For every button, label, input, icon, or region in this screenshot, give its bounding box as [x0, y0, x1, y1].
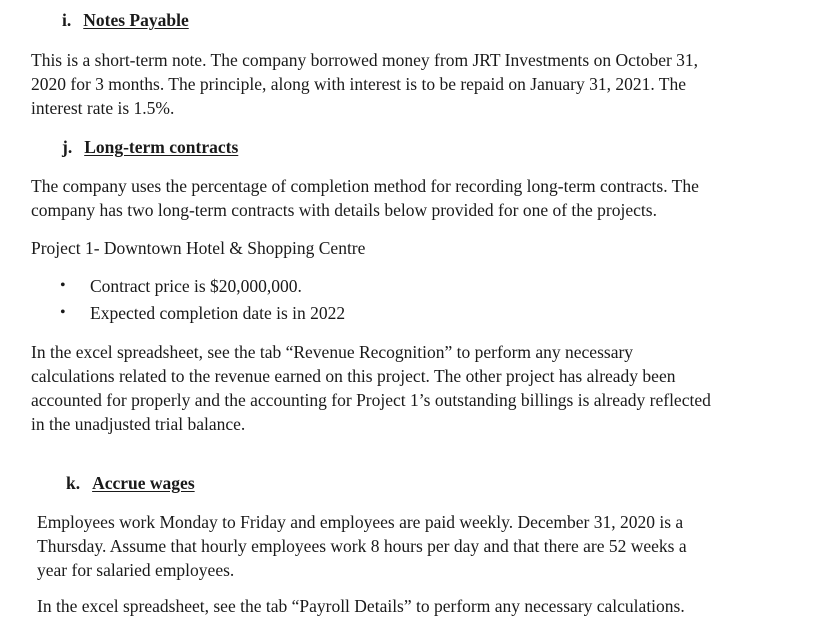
paragraph-line: This is a short-term note. The company borrowed money from JRT Investments on October 31, — [31, 50, 699, 70]
paragraph-line: company has two long-term contracts with details below provided for one of the projects. — [31, 200, 657, 220]
paragraph-line: The company uses the percentage of completion method for recording long-term contracts. The — [31, 176, 699, 196]
project-title-text: Project 1- Downtown Hotel & Shopping Centre — [31, 238, 366, 258]
heading-notes-payable — [62, 10, 189, 31]
paragraph-line: In the excel spreadsheet, see the tab “Revenue Recognition” to perform any necessary — [31, 342, 634, 362]
paragraph-line: calculations related to the revenue earned on this project. The other project has already been — [31, 366, 676, 386]
payroll-details-paragraph — [37, 594, 685, 618]
revenue-recognition-paragraph — [31, 340, 711, 436]
accrue-wages-paragraph — [37, 510, 687, 582]
heading-title: Long-term contracts — [84, 137, 239, 157]
paragraph-line: interest rate is 1.5%. — [31, 98, 175, 118]
heading-letter: j. — [62, 137, 73, 157]
paragraph-line: 2020 for 3 months. The principle, along with interest is to be repaid on January 31, 2021. The — [31, 74, 686, 94]
bullet-item-contract-price — [60, 274, 460, 298]
paragraph-line: In the excel spreadsheet, see the tab “Payroll Details” to perform any necessary calculations. — [37, 596, 685, 616]
heading-title: Accrue wages — [92, 473, 195, 493]
paragraph-line: accounted for properly and the accounting for Project 1’s outstanding billings is already reflected — [31, 390, 711, 410]
heading-letter: k. — [66, 473, 81, 493]
heading-title: Notes Payable — [83, 10, 189, 30]
heading-letter: i. — [62, 10, 72, 30]
heading-long-term-contracts — [62, 137, 238, 158]
paragraph-line: in the unadjusted trial balance. — [31, 414, 246, 434]
bullet-text: Contract price is $20,000,000. — [90, 276, 302, 296]
paragraph-line: year for salaried employees. — [37, 560, 235, 580]
bullet-icon: • — [60, 304, 66, 321]
notes-payable-paragraph — [31, 48, 698, 120]
bullet-icon: • — [60, 277, 66, 294]
paragraph-line: Employees work Monday to Friday and employees are paid weekly. December 31, 2020 is a — [37, 512, 684, 532]
bullet-text: Expected completion date is in 2022 — [90, 303, 346, 323]
heading-accrue-wages — [66, 473, 195, 494]
project-title — [31, 236, 365, 260]
bullet-item-completion-date — [60, 301, 460, 325]
long-term-contracts-intro — [31, 174, 699, 222]
paragraph-line: Thursday. Assume that hourly employees work 8 hours per day and that there are 52 weeks a — [37, 536, 687, 556]
